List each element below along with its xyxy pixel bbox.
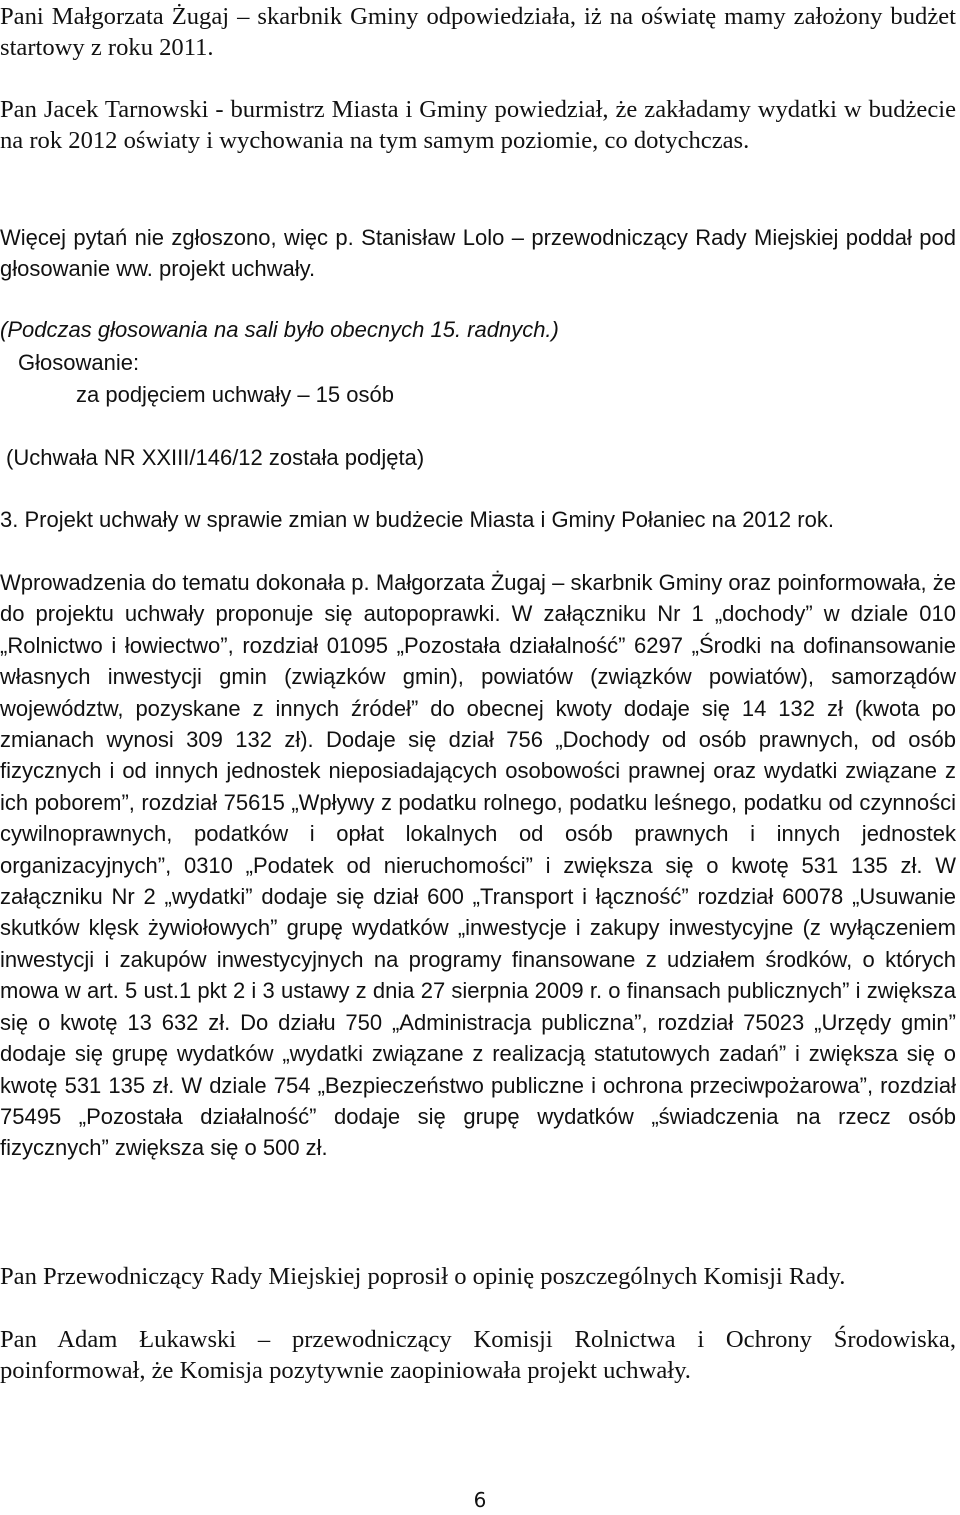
paragraph-skarbnik-answer: Pani Małgorzata Żugaj – skarbnik Gminy odpowiedziała, iż na oświatę mamy założony budżet startowy z roku 2011. [0,3,956,61]
vote-result: za podjęciem uchwały – 15 osób [76,382,394,407]
paragraph-commission-opinion: Pan Adam Łukawski – przewodniczący Komisji Rolnictwa i Ochrony Środowiska, poinformował, że Komisja pozytywnie zaopiniowała projekt uchwały. [0,1326,956,1384]
attendance-note: (Podczas głosowania na sali było obecnych 15. radnych.) [0,317,559,342]
paragraph-voting-announcement: Więcej pytań nie zgłoszono, więc p. Stanisław Lolo – przewodniczący Rady Miejskiej poddał pod głosowanie ww. projekt uchwały. [0,225,956,281]
paragraph-burmistrz-statement: Pan Jacek Tarnowski - burmistrz Miasta i Gminy powiedział, że zakładamy wydatki w budżecie na rok 2012 oświaty i wychowania na tym samym poziomie, co dotychczas. [0,96,956,154]
voting-heading: Głosowanie: [18,350,140,375]
resolution-adopted-note: (Uchwała NR XXIII/146/12 została podjęta) [6,445,425,470]
paragraph-budget-amendments: Wprowadzenia do tematu dokonała p. Małgorzata Żugaj – skarbnik Gminy oraz poinformowała, że do projektu uchwały proponuje się autopoprawki. W załączniku Nr 1 „dochody” w dziale 010 „Rolnictwo i łowiectwo”, rozdział 01095 „Pozostała działalność” 6297 „Środki na dofinansowanie własnych inwestycji gmin (związków gmin), powiatów (związków powiatów), samorządów województw, pozyskane z innych źródeł” do obecnej kwoty dodaje się 14 132 zł (kwota po zmianach wynosi 309 132 zł). Dodaje się dział 756 „Dochody od osób prawnych, od osób fizycznych i od innych jednostek nieposiadających osobowości prawnej oraz wydatki związane z ich poborem”, rozdział 75615 „Wpływy z podatku rolnego, podatku leśnego, podatku od czynności cywilnoprawnych, podatków i opłat lokalnych od osób prawnych i innych jednostek organizacyjnych”, 0310 „Podatek od nieruchomości” i zwiększa się o kwotę 531 135 zł. W załączniku Nr 2 „wydatki” dodaje się dział 600 „Transport i łączność” rozdział 60078 „Usuwanie skutków klęsk żywiołowych” grupę wydatków „inwestycje i zakupy inwestycyjne (z wyłączeniem inwestycji i zakupów inwestycyjnych na programy finansowane z udziałem środków, o których mowa w art. 5 ust.1 pkt 2 i 3 ustawy z dnia 27 sierpnia 2009 r. o finansach publicznych” i zwiększa się o kwotę 13 632 zł. Do działu 750 „Administracja publiczna”, rozdział 75023 „Urzędy gmin” dodaje się grupę wydatków „wydatki związane z realizacją statutowych zadań” i zwiększa się o kwotę 531 135 zł. W dziale 754 „Bezpieczeństwo publiczne i ochrona przeciwpożarowa”, rozdział 75495 „Pozostała działalność” dodaje się grupę wydatków „świadczenia na rzecz osób fizycznych” zwiększa się o 500 zł. [0,570,956,1161]
paragraph-chairman-request: Pan Przewodniczący Rady Miejskiej poprosił o opinię poszczególnych Komisji Rady. [0,1263,846,1290]
page-number: 6 [473,1488,487,1512]
agenda-item-3-title: 3. Projekt uchwały w sprawie zmian w budżecie Miasta i Gminy Połaniec na 2012 rok. [0,507,834,532]
